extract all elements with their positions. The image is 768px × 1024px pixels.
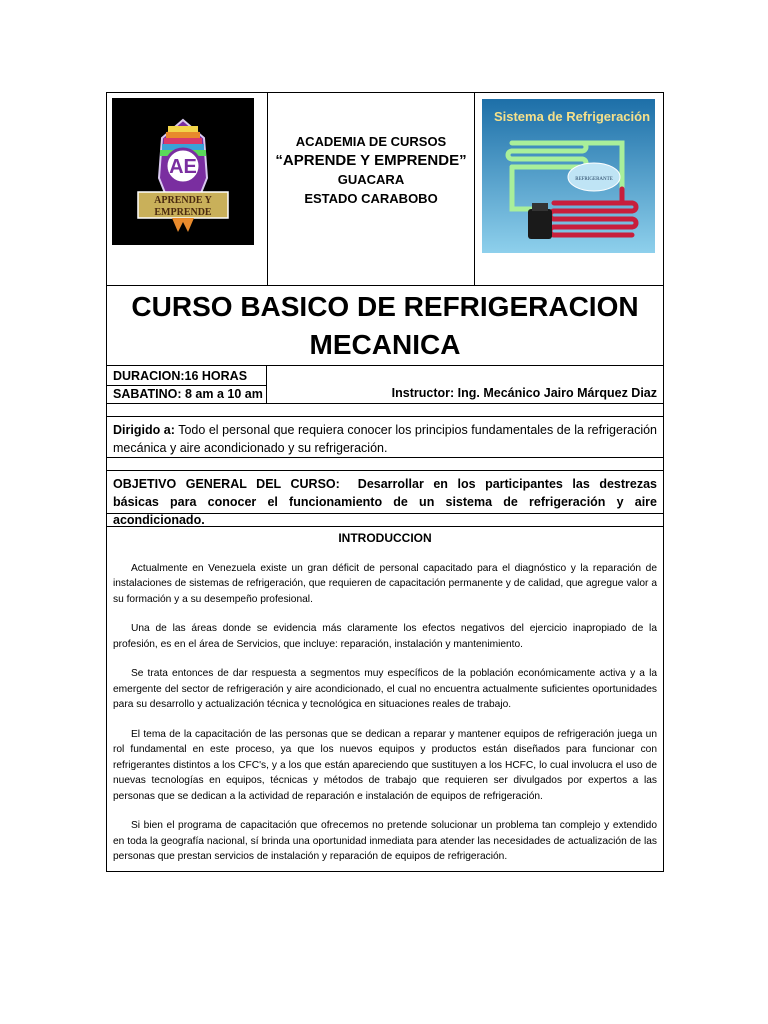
- header-row: [107, 93, 663, 286]
- course-title: [107, 286, 663, 366]
- course-title-line-2: MECANICA: [309, 329, 461, 360]
- course-instructor: Instructor: Ing. Mecánico Jairo Márquez Diaz: [391, 386, 657, 400]
- introduction-paragraph: Si bien el programa de capacitación que ofrecemos no pretende solucionar un problema tan complejo y extendido en toda la geografía nacional, sí brinda una oportunidad inmediata para atender las necesidades de actualización de las personas que prestan servicios de instalación y reparación de equipos de refrigeración.: [113, 820, 657, 862]
- introduction-heading: INTRODUCCION: [338, 531, 432, 545]
- course-document: [106, 92, 664, 872]
- objective-label: OBJETIVO GENERAL DEL CURSO:: [113, 477, 340, 491]
- course-schedule: [107, 366, 267, 403]
- introduction-paragraph: Una de las áreas donde se evidencia más claramente los efectos negativos del ejercicio inapropiado de la profesión, es en el área de Servicios, que incluye: reparación, instalación y mantenimiento.: [113, 623, 657, 650]
- academy-line: ACADEMIA DE CURSOS: [295, 134, 447, 149]
- logo-line-2: EMPRENDE: [154, 207, 212, 218]
- course-info-row: [107, 366, 663, 404]
- academy-info: [268, 93, 475, 285]
- course-duration: DURACION:16 HORAS: [113, 369, 248, 383]
- introduction-paragraph: Actualmente en Venezuela existe un gran déficit de personal capacitado para el diagnóstico y la reparación de instalaciones de sistemas de refrigeración, que requieren de capacitación permanente y de calidad, que agregue valor a su formación y a su desempeño profesional.: [113, 562, 657, 605]
- logo-cell: [107, 93, 268, 285]
- introduction-paragraph: Se trata entonces de dar respuesta a segmentos muy específicos de la población económicamente activa y a la emergente del sector de refrigeración y aire acondicionado, el cual no encuentra actualmente suficientes oportunidades para su desarrollo y actualización técnica y tecnológica en situaciones reales de trabajo.: [113, 668, 657, 710]
- divider-row: [107, 458, 663, 471]
- introduction-section: [107, 527, 663, 871]
- refrigeration-system-diagram: [482, 99, 655, 253]
- target-audience-text: Todo el personal que requiera conocer los principios fundamentales de la refrigeración mecánica y aire acondicionado y su refrigeración.: [113, 423, 657, 455]
- diagram-title: Sistema de Refrigeración: [493, 109, 651, 124]
- introduction-paragraph: El tema de la capacitación de las personas que se dedican a reparar y mantener equipos de refrigeración juega un rol fundamental en este proceso, ya que los nuevos equipos y productos están diseñados para funcionar con refrigerantes distintos a los CFC's, y a los que están apareciendo que sustituyen a los HCFC, lo cual involucra el uso de nuevas tecnologías en equipos, técnicas y métodos de trabajo que requieren ser divulgados por expertos a las personas que se dedican a la actividad de reparación e instalación de equipos de refrigeración.: [113, 728, 657, 802]
- image-cell: [475, 93, 663, 285]
- general-objective: [107, 471, 663, 527]
- logo-initials: AE: [169, 156, 197, 178]
- divider-row: [107, 404, 663, 417]
- course-title-line-1: CURSO BASICO DE REFRIGERACION: [131, 291, 639, 322]
- target-audience-label: Dirigido a:: [113, 423, 175, 437]
- course-days: SABATINO: 8 am a 10 am: [107, 385, 266, 403]
- target-audience: [107, 417, 663, 458]
- academy-city: GUACARA: [337, 172, 405, 187]
- logo-line-1: APRENDE Y: [154, 195, 212, 206]
- objective-text: Desarrollar en los participantes las destrezas básicas para conocer el funcionamiento de un sistema de refrigeración y aire acondicionado.: [113, 477, 658, 527]
- diagram-center-label: REFRIGERANTE: [575, 177, 613, 182]
- academy-name: “APRENDE Y EMPRENDE”: [275, 152, 467, 169]
- academy-state: ESTADO CARABOBO: [304, 191, 438, 206]
- academy-logo: [112, 98, 254, 245]
